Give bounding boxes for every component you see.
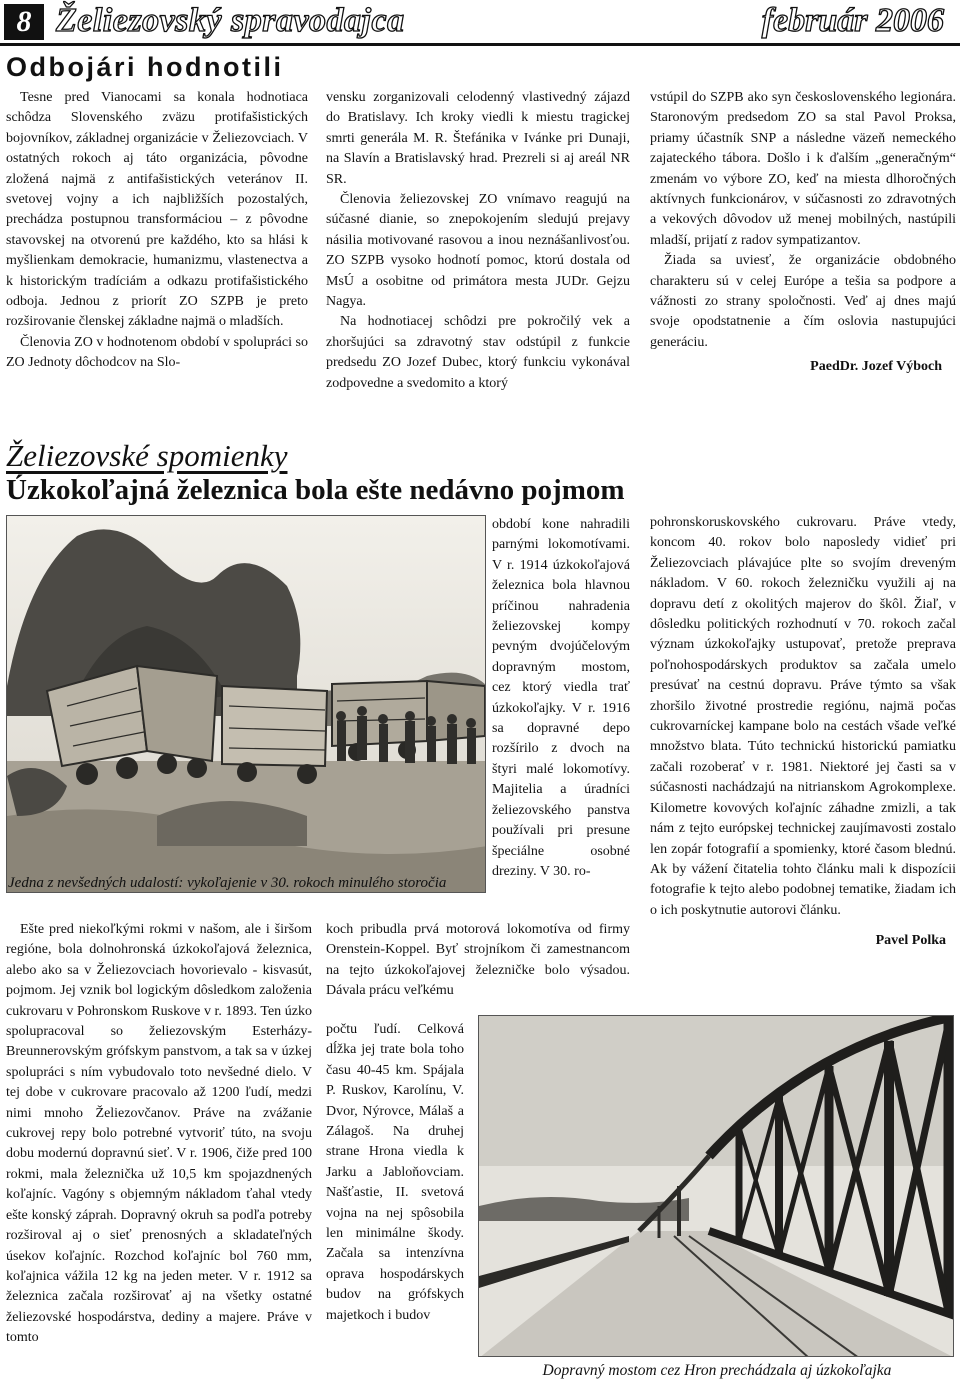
article1-paragraph: Na hodnotiacej schôdzi pre pokročilý vek a zhoršujúci sa zdravotný stav odstúpil z funkcie predsedu ZO Jozef Dubec, ktorý funkciu vykonával zodpovedne a svedomito a ktorý bbox=[326, 314, 630, 391]
page-number: 8 bbox=[4, 4, 44, 40]
article2-paragraph: období kone nahradili parnými lokomotívami. V r. 1914 úzkokoľajová železnica bola hlavnou príčinou nahradenia želiezovskej kompy pevným dvojúčelovým dopravným mostom, cez ktorý viedla trať úzkokoľajky. V r. 1916 sa dopravné depo rozšírilo z dvoch na štyri malé lokomotívy. Majitelia a úradníci želiezovského panstva používali pri presune špeciálne osobné dreziny. V 30. ro- bbox=[492, 517, 630, 879]
article2-paragraph: koch pribudla prvá motorová lokomotíva od firmy Orenstein-Koppel. Byť strojníkom či zamestnancom na tejto úzkokoľajovej železničke bolo výsadou. Dávala prácu veľkému bbox=[326, 922, 630, 999]
article1-paragraph: Členovia ZO v hodnotenom období v spolupráci so ZO Jednoty dôchodcov na Slo- bbox=[6, 334, 308, 371]
newspaper-name: Želiezovský spravodajca bbox=[56, 2, 405, 39]
bridge-photo-caption: Dopravný mostom cez Hron prechádzala aj úzkokoľajka bbox=[542, 1362, 892, 1379]
article1-signature: PaedDr. Jozef Výboch bbox=[810, 359, 942, 375]
article2-title: Úzkokoľajná železnica bola ešte nedávno pojmom bbox=[6, 474, 625, 506]
article1-paragraph: vensku zorganizovali celodenný vlastivedný zájazd do Bratislavy. Ich kroky viedli k miestu tragickej smrti generála M. R. Štefánika v Ivánke pri Dunaji, na Slavín a Bratislavský hrad. Prezreli si aj areál NR SR. bbox=[326, 90, 630, 187]
bridge-photo-image bbox=[479, 1016, 954, 1357]
article2-paragraph: Ešte pred niekoľkými rokmi v našom, ale i širšom regióne, bola dolnohronská úzkokoľajová železnica, alebo ako sa v Želiezovciach hovorievalo - kisvasút, pojmom. Jej vznik bol logickým dôsledkom založenia cukrovaru v Pohronskom Ruskove v r. 1893. Ten úzko spolupracoval so želiezovským Esterházy-Breunnerovským grófskym panstvom, a tak sa v úzkej spolupráci s ním vybudovalo toto nevšedné dielo. V tej dobe v cukrovare pracovalo až 1200 ľudí, medzi nimi mnoho Želiezovčanov. Práve na zvážanie cukrovej repy bolo potrebné vytvoriť túto, na svoju dobu modernú dopravnú sieť. V r. 1906, čiže pred 100 rokmi, mala železnička už 10,5 km spojazdnených koľajníc. Vagóny s objemným nákladom ťahal vtedy ešte konský záprah. Dopravný okruh sa podľa potreby rozširoval aj o sieť prenosných a skladateľných úsekov koľajníc. Rozchod koľajníc bol 760 mm, koľajnica vážila 12 kg na jeden meter. V r. 1912 sa železnica začala rozširovať aj na všetky ostatné želiezovské hospodárstva, dediny a majere. Práve v tomto bbox=[6, 922, 312, 1346]
article1-column-2 bbox=[326, 88, 630, 394]
article1-title: Odbojári hodnotili bbox=[6, 52, 284, 82]
article1-column-1 bbox=[6, 88, 308, 374]
article1-paragraph: vstúpil do SZPB ako syn československého legionára. Staronovým predsedom ZO sa stal Pavol Proksa, priamy účastník SNP a následne väzeň nemeckého zajateckého tábora. Došlo i k ďalším „generačným“ zmenám vo výbore ZO, keď na miesta dlhoročných aktívnych funkcionárov, v súčasnosti zo zdravotných a vekových dôvodov už menej mobilných, nastúpili mladší, prijatí z radov sympatizantov. bbox=[650, 90, 956, 248]
article2-column-3 bbox=[650, 513, 956, 952]
issue-date: február 2006 bbox=[761, 2, 944, 39]
section-title: Želiezovské spomienky bbox=[6, 438, 288, 473]
derailment-photo-image bbox=[7, 516, 486, 893]
derailment-photo-caption: Jedna z nevšedných udalostí: vykoľajenie v 30. rokoch minulého storočia bbox=[8, 875, 447, 891]
article2-paragraph: pohronskoruskovského cukrovaru. Práve vtedy, koncom 40. rokov bolo naposledy vidieť pri Želiezovciach plávajúce plte so svojím dreveným nákladom. V 60. rokoch železničku využili aj na dopravu detí z okolitých majerov do škôl. Žiaľ, v dôsledku politických rozhodnutí v 70. rokoch začal význam úzkokoľajky ustupovať, pretože preprava poľnohospodárskych produktov sa začala umelo presúvať na cestnú dopravu. Práve týmto sa však zhoršilo životné prostredie regiónu, najmä počas cukrovarníckej kampane bolo na cestách všade veľké množstvo blata. Túto technickú historickú pamiatku začali rozoberať v r. 1981. Niektoré jej časti sa v súčasnosti nachádzajú na nitrianskom Agrokomplexe. Kilometre kovových koľajníc záhadne zmizli, a tak nám z tejto európskej technickej zaujímavosti zostalo len zopár fotografií a spomienky, ktoré časom blednú. Ak by vážení čitatelia tohto článku mali k dispozícii fotografie k tejto alebo podobnej tematike, žiadam ich o ich poskytnutie autorovi článku. bbox=[650, 515, 956, 918]
page-header bbox=[0, 0, 960, 46]
article1-paragraph: Žiada sa uviesť, že organizácie obdobného charakteru sú v celej Európe a tešia sa podpore a vážnosti zo strany spoločnosti. Veď aj dnes majú svoje opodstatnenie a čím oslovia nastupujúci generáciu. bbox=[650, 253, 956, 350]
article1-paragraph: Členovia želiezovskej ZO vnímavo reagujú na súčasné dianie, so znepokojením sledujú prejavy násilia motivované rasovou a inou neznášanlivosťou. ZO SZPB vysoko hodnotí pomoc, ktorú dostala od MsÚ a osobitne od primátora mesta JUDr. Gejzu Nagya. bbox=[326, 192, 630, 310]
article1-column-3 bbox=[650, 88, 956, 378]
article2-signature: Pavel Polka bbox=[875, 933, 946, 949]
article2-column-2-bottom bbox=[326, 1020, 464, 1326]
article2-paragraph: počtu ľudí. Celková dĺžka jej trate bola toho času 40-45 km. Spájala P. Ruskov, Karolínu, V. Dvor, Nýrovce, Málaš a Zálagoš. Na druhej strane Hrona viedla k Jarku a Jabloňovciam. Našťastie, II. svetová vojna na nej spôsobila len minimálne škody. Začala sa intenzívna oprava hospodárskych budov na grófskych majetkoch i budov bbox=[326, 1022, 464, 1323]
derailment-photo bbox=[6, 515, 486, 893]
article2-column-1 bbox=[6, 920, 312, 1349]
article1-paragraph: Tesne pred Vianocami sa konala hodnotiaca schôdza Slovenského zväzu protifašistických bojovníkov, základnej organizácie v Želiezovciach. V ostatných rokoch aj táto organizácia, pôvodne zložená najmä z antifašistických veteránov II. svetovej vojny a ich najbližších pozostalých, prechádza postupnou transformáciou – z pôvodne stavovskej na otvorenú pre každého, kto sa hlási k myšlienkam demokracie, humanizmu, vlastenectva a k historickým tradíciám a odkazu protifašistického odboja. Jednou z priorít ZO SZPB je preto rozširovanie členskej základne najmä o mladších. bbox=[6, 90, 308, 330]
article2-column-2-top bbox=[492, 515, 630, 882]
header-rule bbox=[0, 43, 960, 46]
bridge-photo bbox=[478, 1015, 954, 1357]
article2-column-2-middle bbox=[326, 920, 630, 1002]
